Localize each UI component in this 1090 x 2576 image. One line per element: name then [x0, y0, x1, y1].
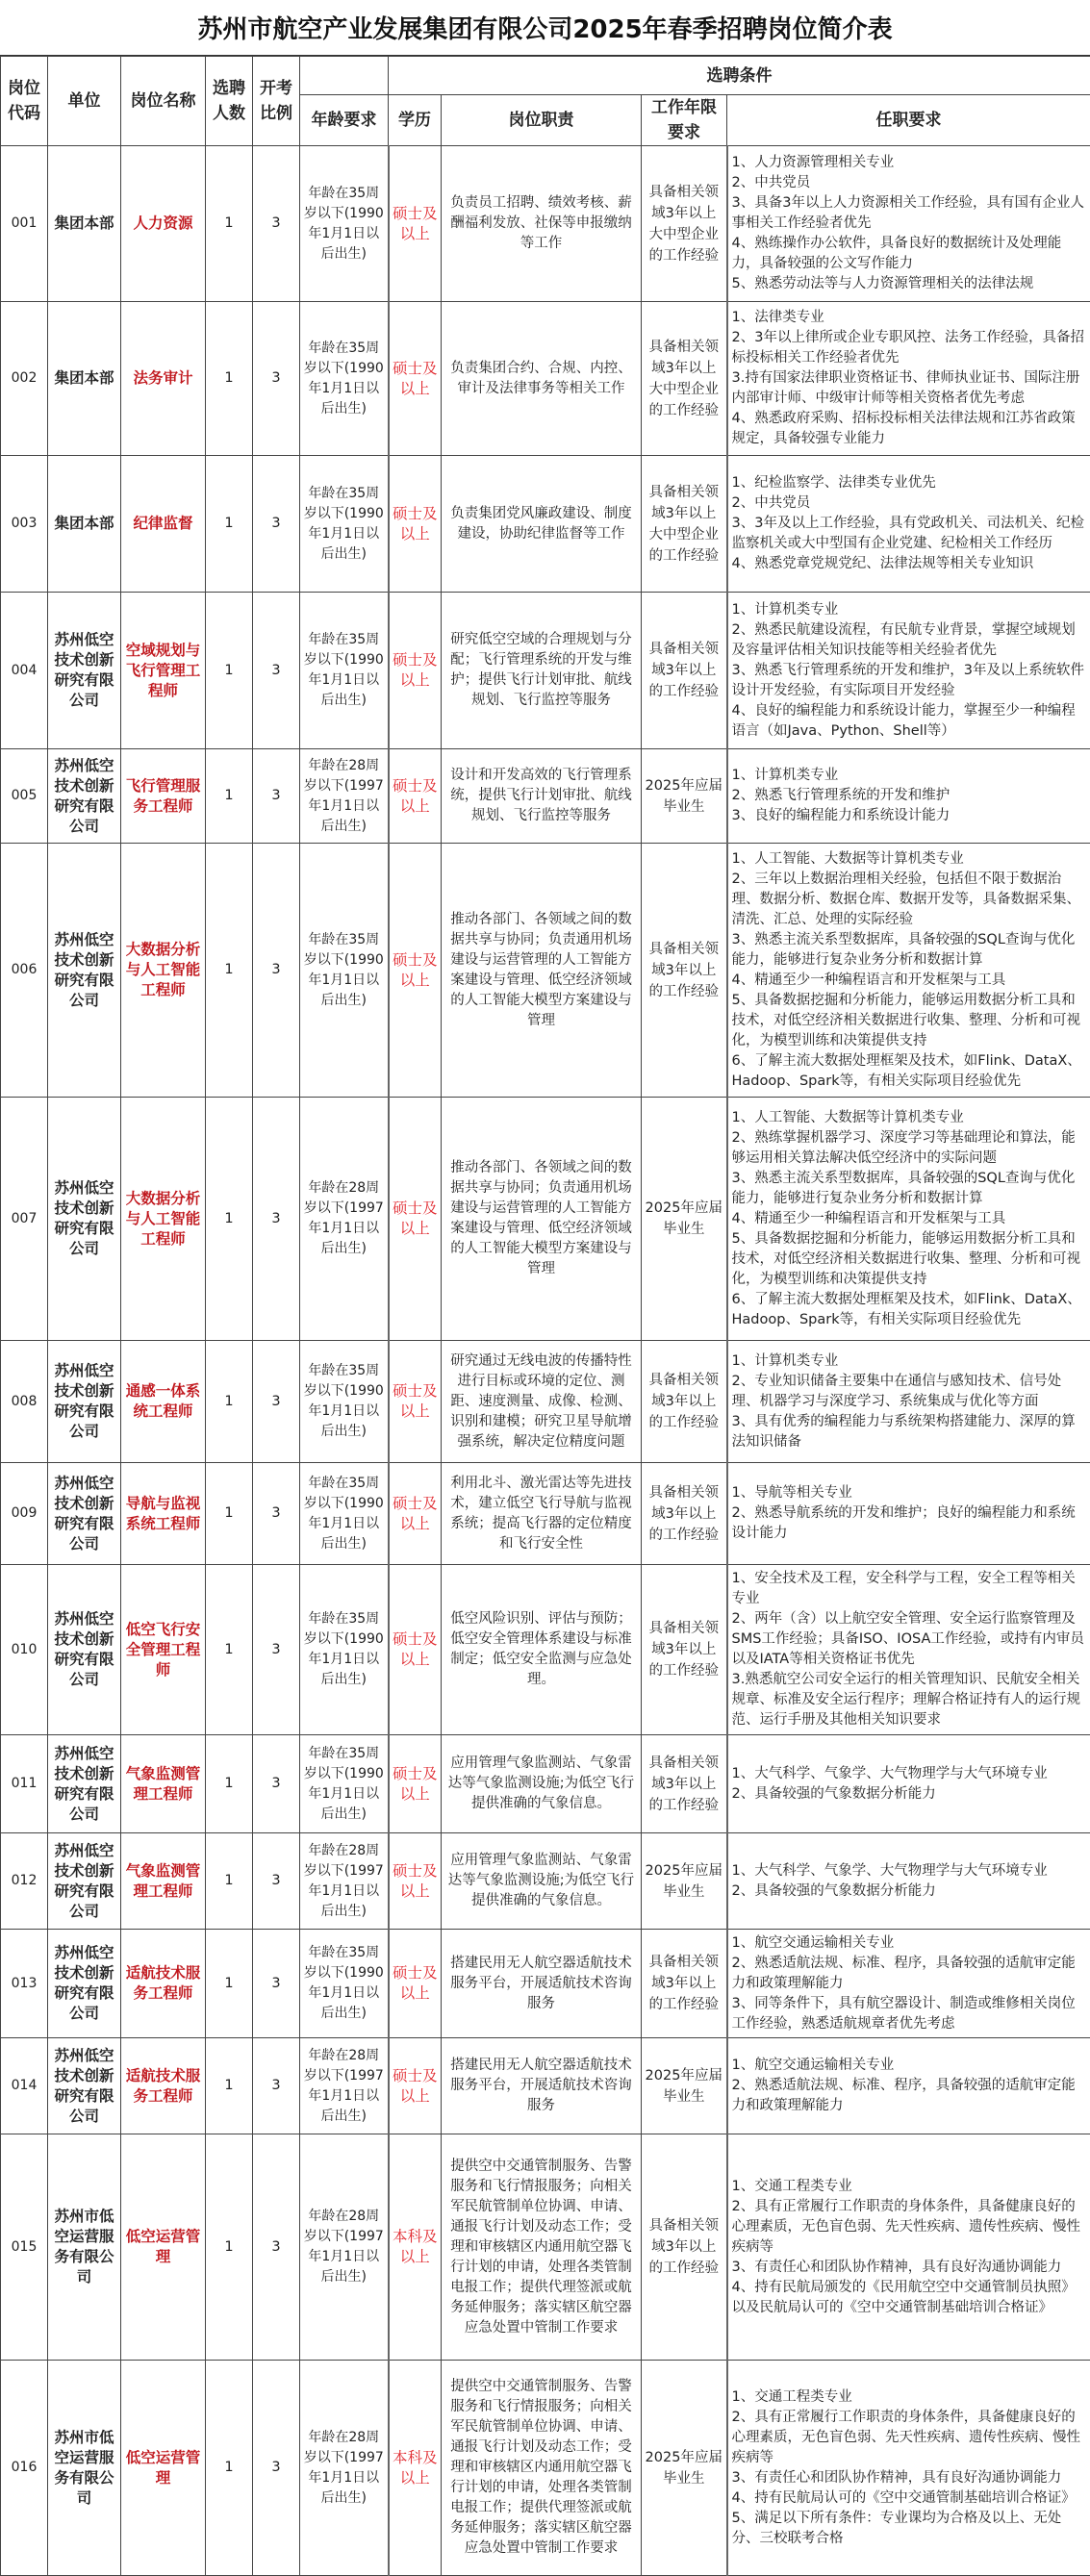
- cell-education: 硕士及以上: [389, 1098, 442, 1341]
- cell-duty: 应用管理气象监测站、气象雷达等气象监测设施;为低空飞行提供准确的气象信息。: [442, 1833, 642, 1930]
- requirement-item: 1、大气科学、气象学、大气物理学与大气环境专业: [732, 1764, 1087, 1784]
- cell-education: 硕士及以上: [389, 844, 442, 1098]
- page-title: [0, 0, 1090, 56]
- cell-age: 年龄在35周岁以下(1990年1月1日以后出生): [300, 593, 389, 749]
- requirement-item: 3、有责任心和团队协作精神，具有良好沟通协调能力: [732, 2468, 1087, 2488]
- cell-position: 大数据分析与人工智能工程师: [121, 844, 206, 1098]
- cell-requirements: [727, 1565, 1090, 1735]
- requirement-item: 1、人工智能、大数据等计算机类专业: [732, 1108, 1087, 1128]
- cell-unit: 苏州低空技术创新研究有限公司: [48, 749, 121, 844]
- cell-education: 硕士及以上: [389, 1463, 442, 1565]
- cell-requirements: [727, 844, 1090, 1098]
- cell-education: 硕士及以上: [389, 456, 442, 593]
- cell-ratio: 3: [253, 1565, 300, 1735]
- cell-unit: 集团本部: [48, 146, 121, 302]
- table-row: [1, 1930, 1090, 2038]
- cell-age: 年龄在35周岁以下(1990年1月1日以后出生): [300, 1341, 389, 1463]
- requirement-item: 6、了解主流大数据处理框架及技术，如Flink、DataX、Hadoop、Spark等，有相关实际项目经验优先: [732, 1290, 1087, 1330]
- cell-unit: 苏州低空技术创新研究有限公司: [48, 1463, 121, 1565]
- requirement-item: 1、航空交通运输相关专业: [732, 1933, 1087, 1954]
- cell-unit: 苏州市低空运营服务有限公司: [48, 2134, 121, 2361]
- requirement-item: 5、满足以下所有条件：专业课均为合格及以上、无处分、三校联考合格: [732, 2509, 1087, 2549]
- cell-ratio: 3: [253, 302, 300, 456]
- cell-age: 年龄在35周岁以下(1990年1月1日以后出生): [300, 1930, 389, 2038]
- cell-ratio: 3: [253, 2038, 300, 2134]
- requirement-item: 2、熟悉适航法规、标准、程序，具备较强的适航审定能力和政策理解能力: [732, 2076, 1087, 2116]
- requirement-item: 1、安全技术及工程，安全科学与工程，安全工程等相关专业: [732, 1569, 1087, 1609]
- cell-code: 001: [1, 146, 48, 302]
- cell-education: 硕士及以上: [389, 302, 442, 456]
- cell-duty: 研究低空空域的合理规划与分配；飞行管理系统的开发与维护；提供飞行计划审批、航线规划、飞行监控等服务: [442, 593, 642, 749]
- cell-experience: 具备相关领域3年以上大中型企业的工作经验: [642, 146, 727, 302]
- cell-unit: 苏州市低空运营服务有限公司: [48, 2361, 121, 2576]
- cell-position: 大数据分析与人工智能工程师: [121, 1098, 206, 1341]
- cell-education: 硕士及以上: [389, 2038, 442, 2134]
- cell-position: 通感一体系统工程师: [121, 1341, 206, 1463]
- cell-position: 纪律监督: [121, 456, 206, 593]
- requirement-item: 3、具有优秀的编程能力与系统架构搭建能力、深厚的算法知识储备: [732, 1412, 1087, 1452]
- requirement-item: 1、交通工程类专业: [732, 2387, 1087, 2408]
- cell-duty: 利用北斗、激光雷达等先进技术，建立低空飞行导航与监视系统；提高飞行器的定位精度和飞行安全性: [442, 1463, 642, 1565]
- header-ratio: 开考比例: [253, 57, 300, 146]
- cell-ratio: 3: [253, 146, 300, 302]
- requirement-item: 2、熟悉飞行管理系统的开发和维护: [732, 786, 1087, 806]
- cell-ratio: 3: [253, 749, 300, 844]
- cell-duty: 推动各部门、各领域之间的数据共享与协同；负责通用机场建设与运营管理的人工智能方案建设与管理、低空经济领域的人工智能大模型方案建设与管理: [442, 1098, 642, 1341]
- cell-experience: 具备相关领域3年以上的工作经验: [642, 1930, 727, 2038]
- requirement-item: 4、熟练操作办公软件，具备良好的数据统计及处理能力，具备较强的公文写作能力: [732, 234, 1087, 274]
- cell-education: 本科及以上: [389, 2134, 442, 2361]
- cell-ratio: 3: [253, 844, 300, 1098]
- requirement-item: 2、具备较强的气象数据分析能力: [732, 1784, 1087, 1805]
- cell-experience: 2025年应届毕业生: [642, 749, 727, 844]
- table-row: [1, 1833, 1090, 1930]
- cell-count: 1: [206, 749, 253, 844]
- header-conditions: 选聘条件: [389, 57, 1090, 95]
- requirement-item: 3、有责任心和团队协作精神，具有良好沟通协调能力: [732, 2258, 1087, 2278]
- cell-code: 004: [1, 593, 48, 749]
- header-education: 学历: [389, 95, 442, 146]
- cell-code: 016: [1, 2361, 48, 2576]
- cell-ratio: 3: [253, 2134, 300, 2361]
- cell-unit: 苏州低空技术创新研究有限公司: [48, 1930, 121, 2038]
- cell-experience: 2025年应届毕业生: [642, 2361, 727, 2576]
- cell-ratio: 3: [253, 1735, 300, 1833]
- table-row: [1, 456, 1090, 593]
- cell-count: 1: [206, 844, 253, 1098]
- cell-ratio: 3: [253, 1341, 300, 1463]
- cell-requirements: [727, 2134, 1090, 2361]
- cell-position: 气象监测管理工程师: [121, 1735, 206, 1833]
- cell-requirements: [727, 302, 1090, 456]
- cell-unit: 集团本部: [48, 302, 121, 456]
- cell-code: 011: [1, 1735, 48, 1833]
- cell-age: 年龄在35周岁以下(1990年1月1日以后出生): [300, 456, 389, 593]
- table-row: [1, 1341, 1090, 1463]
- cell-education: 硕士及以上: [389, 749, 442, 844]
- requirement-item: 6、了解主流大数据处理框架及技术，如Flink、DataX、Hadoop、Spark等，有相关实际项目经验优先: [732, 1051, 1087, 1092]
- cell-education: 硕士及以上: [389, 1930, 442, 2038]
- table-row: [1, 749, 1090, 844]
- cell-count: 1: [206, 302, 253, 456]
- cell-duty: 研究通过无线电波的传播特性进行目标或环境的定位、测距、速度测量、成像、检测、识别和建模；研究卫星导航增强系统，解决定位精度问题: [442, 1341, 642, 1463]
- cell-age: 年龄在35周岁以下(1990年1月1日以后出生): [300, 844, 389, 1098]
- cell-position: 适航技术服务工程师: [121, 2038, 206, 2134]
- requirement-item: 1、交通工程类专业: [732, 2177, 1087, 2197]
- cell-experience: 具备相关领域3年以上的工作经验: [642, 1341, 727, 1463]
- cell-code: 015: [1, 2134, 48, 2361]
- header-age: 年龄要求: [300, 95, 389, 146]
- cell-duty: 设计和开发高效的飞行管理系统，提供飞行计划审批、航线规划、飞行监控等服务: [442, 749, 642, 844]
- requirement-item: 2、中共党员: [732, 173, 1087, 193]
- cell-age: 年龄在35周岁以下(1990年1月1日以后出生): [300, 302, 389, 456]
- cell-code: 002: [1, 302, 48, 456]
- cell-code: 005: [1, 749, 48, 844]
- cell-experience: 具备相关领域3年以上的工作经验: [642, 593, 727, 749]
- table-body: [1, 146, 1090, 2576]
- cell-count: 1: [206, 2038, 253, 2134]
- cell-unit: 苏州低空技术创新研究有限公司: [48, 1833, 121, 1930]
- cell-requirements: [727, 2361, 1090, 2576]
- requirement-item: 1、航空交通运输相关专业: [732, 2056, 1087, 2076]
- table-row: [1, 1098, 1090, 1341]
- table-row: [1, 2361, 1090, 2576]
- table-row: [1, 2038, 1090, 2134]
- requirement-item: 3、熟悉主流关系型数据库，具备较强的SQL查询与优化能力，能够进行复杂业务分析和数据计算: [732, 1169, 1087, 1209]
- header-unit: 单位: [48, 57, 121, 146]
- requirement-item: 1、计算机类专业: [732, 1351, 1087, 1372]
- cell-position: 低空飞行安全管理工程师: [121, 1565, 206, 1735]
- cell-ratio: 3: [253, 593, 300, 749]
- requirement-item: 3、良好的编程能力和系统设计能力: [732, 806, 1087, 826]
- cell-duty: 负责员工招聘、绩效考核、薪酬福利发放、社保等申报缴纳等工作: [442, 146, 642, 302]
- cell-count: 1: [206, 2134, 253, 2361]
- cell-position: 低空运营管理: [121, 2134, 206, 2361]
- cell-requirements: [727, 1833, 1090, 1930]
- requirement-item: 3.持有国家法律职业资格证书、律师执业证书、国际注册内部审计师、中级审计师等相关资格者优先考虑: [732, 368, 1087, 409]
- cell-count: 1: [206, 2361, 253, 2576]
- requirement-item: 2、三年以上数据治理相关经验，包括但不限于数据治理、数据分析、数据仓库、数据开发等，具备数据采集、清洗、汇总、处理的实际经验: [732, 870, 1087, 930]
- cell-duty: 提供空中交通管制服务、告警服务和飞行情报服务；向相关军民航管制单位协调、申请、通报飞行计划及动态工作；受理和审核辖区内通用航空器飞行计划的申请，处理各类管制电报工作；提供代理签派或航务延伸服务；落实辖区航空器应急处置中管制工作要求: [442, 2134, 642, 2361]
- requirement-item: 3、熟悉主流关系型数据库，具备较强的SQL查询与优化能力，能够进行复杂业务分析和数据计算: [732, 930, 1087, 971]
- cell-requirements: [727, 2038, 1090, 2134]
- requirement-item: 1、人工智能、大数据等计算机类专业: [732, 849, 1087, 870]
- cell-count: 1: [206, 1098, 253, 1341]
- requirement-item: 2、专业知识储备主要集中在通信与感知技术、信号处理、机器学习与深度学习、系统集成与优化等方面: [732, 1372, 1087, 1412]
- requirement-item: 2、具有正常履行工作职责的身体条件，具备健康良好的心理素质，无色盲色弱、先天性疾病、遗传性疾病、慢性疾病等: [732, 2408, 1087, 2468]
- cell-age: 年龄在28周岁以下(1997年1月1日以后出生): [300, 1098, 389, 1341]
- cell-experience: 具备相关领域3年以上大中型企业的工作经验: [642, 456, 727, 593]
- cell-requirements: [727, 1098, 1090, 1341]
- cell-requirements: [727, 1341, 1090, 1463]
- requirement-item: 1、纪检监察学、法律类专业优先: [732, 473, 1087, 493]
- cell-experience: 2025年应届毕业生: [642, 1098, 727, 1341]
- requirement-item: 2、具备较强的气象数据分析能力: [732, 1881, 1087, 1902]
- requirement-item: 3.熟悉航空公司安全运行的相关管理知识、民航安全相关规章、标准及安全运行程序；理解合格证持有人的运行规范、运行手册及其他相关知识要求: [732, 1670, 1087, 1730]
- cell-unit: 苏州低空技术创新研究有限公司: [48, 1735, 121, 1833]
- cell-unit: 苏州低空技术创新研究有限公司: [48, 2038, 121, 2134]
- table-row: [1, 1463, 1090, 1565]
- cell-count: 1: [206, 1833, 253, 1930]
- requirement-item: 2、3年以上律所或企业专职风控、法务工作经验，具备招标投标相关工作经验者优先: [732, 328, 1087, 368]
- requirement-item: 1、导航等相关专业: [732, 1483, 1087, 1503]
- requirement-item: 1、计算机类专业: [732, 766, 1087, 786]
- requirement-item: 5、具备数据挖掘和分析能力，能够运用数据分析工具和技术，对低空经济相关数据进行收集、整理、分析和可视化，为模型训练和决策提供支持: [732, 1229, 1087, 1290]
- table-row: [1, 2134, 1090, 2361]
- cell-age: 年龄在35周岁以下(1990年1月1日以后出生): [300, 1565, 389, 1735]
- cell-ratio: 3: [253, 1833, 300, 1930]
- cell-age: 年龄在35周岁以下(1990年1月1日以后出生): [300, 1735, 389, 1833]
- requirement-item: 2、熟悉导航系统的开发和维护；良好的编程能力和系统设计能力: [732, 1503, 1087, 1544]
- cell-experience: 具备相关领域3年以上大中型企业的工作经验: [642, 302, 727, 456]
- requirement-item: 2、具有正常履行工作职责的身体条件，具备健康良好的心理素质，无色盲色弱、先天性疾病、遗传性疾病、慢性疾病等: [732, 2197, 1087, 2258]
- cell-education: 本科及以上: [389, 2361, 442, 2576]
- cell-code: 014: [1, 2038, 48, 2134]
- table-row: [1, 1735, 1090, 1833]
- cell-age: 年龄在35周岁以下(1990年1月1日以后出生): [300, 1463, 389, 1565]
- cell-unit: 苏州低空技术创新研究有限公司: [48, 593, 121, 749]
- cell-requirements: [727, 1735, 1090, 1833]
- cell-code: 010: [1, 1565, 48, 1735]
- requirement-item: 2、熟悉适航法规、标准、程序，具备较强的适航审定能力和政策理解能力: [732, 1954, 1087, 1994]
- cell-age: 年龄在28周岁以下(1997年1月1日以后出生): [300, 749, 389, 844]
- cell-experience: 具备相关领域3年以上的工作经验: [642, 2134, 727, 2361]
- requirement-item: 1、法律类专业: [732, 308, 1087, 328]
- cell-count: 1: [206, 1463, 253, 1565]
- cell-education: 硕士及以上: [389, 1833, 442, 1930]
- cell-education: 硕士及以上: [389, 1735, 442, 1833]
- cell-duty: 低空风险识别、评估与预防；低空安全管理体系建设与标准制定；低空安全监测与应急处理。: [442, 1565, 642, 1735]
- cell-position: 法务审计: [121, 302, 206, 456]
- cell-code: 013: [1, 1930, 48, 2038]
- cell-requirements: [727, 456, 1090, 593]
- requirement-item: 4、持有民航局认可的《空中交通管制基础培训合格证》: [732, 2488, 1087, 2509]
- cell-experience: 2025年应届毕业生: [642, 1833, 727, 1930]
- cell-duty: 推动各部门、各领域之间的数据共享与协同；负责通用机场建设与运营管理的人工智能方案建设与管理、低空经济领域的人工智能大模型方案建设与管理: [442, 844, 642, 1098]
- cell-experience: 具备相关领域3年以上的工作经验: [642, 844, 727, 1098]
- cell-requirements: [727, 146, 1090, 302]
- requirement-item: 4、熟悉党章党规党纪、法律法规等相关专业知识: [732, 554, 1087, 574]
- cell-duty: 搭建民用无人航空器适航技术服务平台，开展适航技术咨询服务: [442, 1930, 642, 2038]
- cell-position: 低空运营管理: [121, 2361, 206, 2576]
- requirement-item: 2、熟练掌握机器学习、深度学习等基础理论和算法，能够运用相关算法解决低空经济中的实际问题: [732, 1128, 1087, 1169]
- cell-count: 1: [206, 1930, 253, 2038]
- cell-code: 006: [1, 844, 48, 1098]
- cell-unit: 集团本部: [48, 456, 121, 593]
- cell-count: 1: [206, 1735, 253, 1833]
- cell-requirements: [727, 1463, 1090, 1565]
- requirement-item: 1、人力资源管理相关专业: [732, 153, 1087, 173]
- cell-requirements: [727, 749, 1090, 844]
- cell-position: 气象监测管理工程师: [121, 1833, 206, 1930]
- cell-age: 年龄在28周岁以下(1997年1月1日以后出生): [300, 1833, 389, 1930]
- header-position: 岗位名称: [121, 57, 206, 146]
- requirement-item: 2、熟悉民航建设流程，有民航专业背景，掌握空域规划及容量评估相关知识技能等相关经验者优先: [732, 620, 1087, 661]
- cell-age: 年龄在28周岁以下(1997年1月1日以后出生): [300, 2134, 389, 2361]
- cell-count: 1: [206, 593, 253, 749]
- cell-education: 硕士及以上: [389, 1341, 442, 1463]
- requirement-item: 3、3年及以上工作经验，具有党政机关、司法机关、纪检监察机关或大中型国有企业党建、纪检相关工作经历: [732, 514, 1087, 554]
- cell-ratio: 3: [253, 456, 300, 593]
- cell-experience: 具备相关领域3年以上的工作经验: [642, 1565, 727, 1735]
- cell-position: 人力资源: [121, 146, 206, 302]
- cell-experience: 具备相关领域3年以上的工作经验: [642, 1463, 727, 1565]
- table-row: [1, 1565, 1090, 1735]
- cell-code: 012: [1, 1833, 48, 1930]
- cell-age: 年龄在35周岁以下(1990年1月1日以后出生): [300, 146, 389, 302]
- cell-ratio: 3: [253, 1098, 300, 1341]
- cell-code: 008: [1, 1341, 48, 1463]
- requirement-item: 4、熟悉政府采购、招标投标相关法律法规和江苏省政策规定，具备较强专业能力: [732, 409, 1087, 449]
- cell-education: 硕士及以上: [389, 593, 442, 749]
- requirement-item: 5、熟悉劳动法等与人力资源管理相关的法律法规: [732, 274, 1087, 294]
- header-requirements: 任职要求: [727, 95, 1090, 146]
- requirement-item: 3、具备3年以上人力资源相关工作经验，具有国有企业人事相关工作经验者优先: [732, 193, 1087, 234]
- header-code: 岗位代码: [1, 57, 48, 146]
- requirement-item: 2、两年（含）以上航空安全管理、安全运行监察管理及SMS工作经验；具备ISO、IOSA工作经验，或持有内审员以及IATA等相关资格证书优先: [732, 1609, 1087, 1670]
- cell-code: 007: [1, 1098, 48, 1341]
- requirement-item: 2、中共党员: [732, 493, 1087, 514]
- cell-ratio: 3: [253, 2361, 300, 2576]
- cell-age: 年龄在28周岁以下(1997年1月1日以后出生): [300, 2038, 389, 2134]
- table-row: [1, 593, 1090, 749]
- cell-duty: 负责集团合约、合规、内控、审计及法律事务等相关工作: [442, 302, 642, 456]
- requirement-item: 4、精通至少一种编程语言和开发框架与工具: [732, 1209, 1087, 1229]
- requirement-item: 3、熟悉飞行管理系统的开发和维护，3年及以上系统软件设计开发经验，有实际项目开发经验: [732, 661, 1087, 701]
- cell-count: 1: [206, 146, 253, 302]
- cell-ratio: 3: [253, 1930, 300, 2038]
- cell-position: 空域规划与飞行管理工程师: [121, 593, 206, 749]
- cell-duty: 应用管理气象监测站、气象雷达等气象监测设施;为低空飞行提供准确的气象信息。: [442, 1735, 642, 1833]
- cell-count: 1: [206, 456, 253, 593]
- page-title-text: 苏州市航空产业发展集团有限公司2025年春季招聘岗位简介表: [197, 10, 892, 45]
- cell-position: 适航技术服务工程师: [121, 1930, 206, 2038]
- cell-ratio: 3: [253, 1463, 300, 1565]
- cell-experience: 具备相关领域3年以上的工作经验: [642, 1735, 727, 1833]
- cell-unit: 苏州低空技术创新研究有限公司: [48, 1098, 121, 1341]
- cell-code: 003: [1, 456, 48, 593]
- cell-unit: 苏州低空技术创新研究有限公司: [48, 1341, 121, 1463]
- table-row: [1, 302, 1090, 456]
- header-count: 选聘人数: [206, 57, 253, 146]
- cell-position: 导航与监视系统工程师: [121, 1463, 206, 1565]
- cell-education: 硕士及以上: [389, 146, 442, 302]
- cell-age: 年龄在28周岁以下(1997年1月1日以后出生): [300, 2361, 389, 2576]
- cell-experience: 2025年应届毕业生: [642, 2038, 727, 2134]
- cell-position: 飞行管理服务工程师: [121, 749, 206, 844]
- table-row: [1, 844, 1090, 1098]
- cell-unit: 苏州低空技术创新研究有限公司: [48, 1565, 121, 1735]
- cell-duty: 负责集团党风廉政建设、制度建设，协助纪律监督等工作: [442, 456, 642, 593]
- cell-requirements: [727, 1930, 1090, 2038]
- requirement-item: 4、持有民航局颁发的《民用航空空中交通管制员执照》以及民航局认可的《空中交通管制基础培训合格证》: [732, 2278, 1087, 2318]
- requirement-item: 4、良好的编程能力和系统设计能力，掌握至少一种编程语言（如Java、Python、Shell等）: [732, 701, 1087, 742]
- requirement-item: 1、计算机类专业: [732, 600, 1087, 620]
- cell-count: 1: [206, 1341, 253, 1463]
- requirement-item: 5、具备数据挖掘和分析能力，能够运用数据分析工具和技术，对低空经济相关数据进行收集、整理、分析和可视化，为模型训练和决策提供支持: [732, 991, 1087, 1051]
- cell-unit: 苏州低空技术创新研究有限公司: [48, 844, 121, 1098]
- cell-requirements: [727, 593, 1090, 749]
- header-experience: 工作年限要求: [642, 95, 727, 146]
- cell-count: 1: [206, 1565, 253, 1735]
- cell-education: 硕士及以上: [389, 1565, 442, 1735]
- cell-duty: 提供空中交通管制服务、告警服务和飞行情报服务；向相关军民航管制单位协调、申请、通报飞行计划及动态工作；受理和审核辖区内通用航空器飞行计划的申请，处理各类管制电报工作；提供代理签派或航务延伸服务；落实辖区航空器应急处置中管制工作要求: [442, 2361, 642, 2576]
- requirement-item: 1、大气科学、气象学、大气物理学与大气环境专业: [732, 1861, 1087, 1881]
- header-duty: 岗位职责: [442, 95, 642, 146]
- recruitment-table: [0, 56, 1090, 2576]
- table-row: [1, 146, 1090, 302]
- cell-duty: 搭建民用无人航空器适航技术服务平台，开展适航技术咨询服务: [442, 2038, 642, 2134]
- requirement-item: 4、精通至少一种编程语言和开发框架与工具: [732, 971, 1087, 991]
- requirement-item: 3、同等条件下，具有航空器设计、制造或维修相关岗位工作经验，熟悉适航规章者优先考虑: [732, 1994, 1087, 2034]
- cell-code: 009: [1, 1463, 48, 1565]
